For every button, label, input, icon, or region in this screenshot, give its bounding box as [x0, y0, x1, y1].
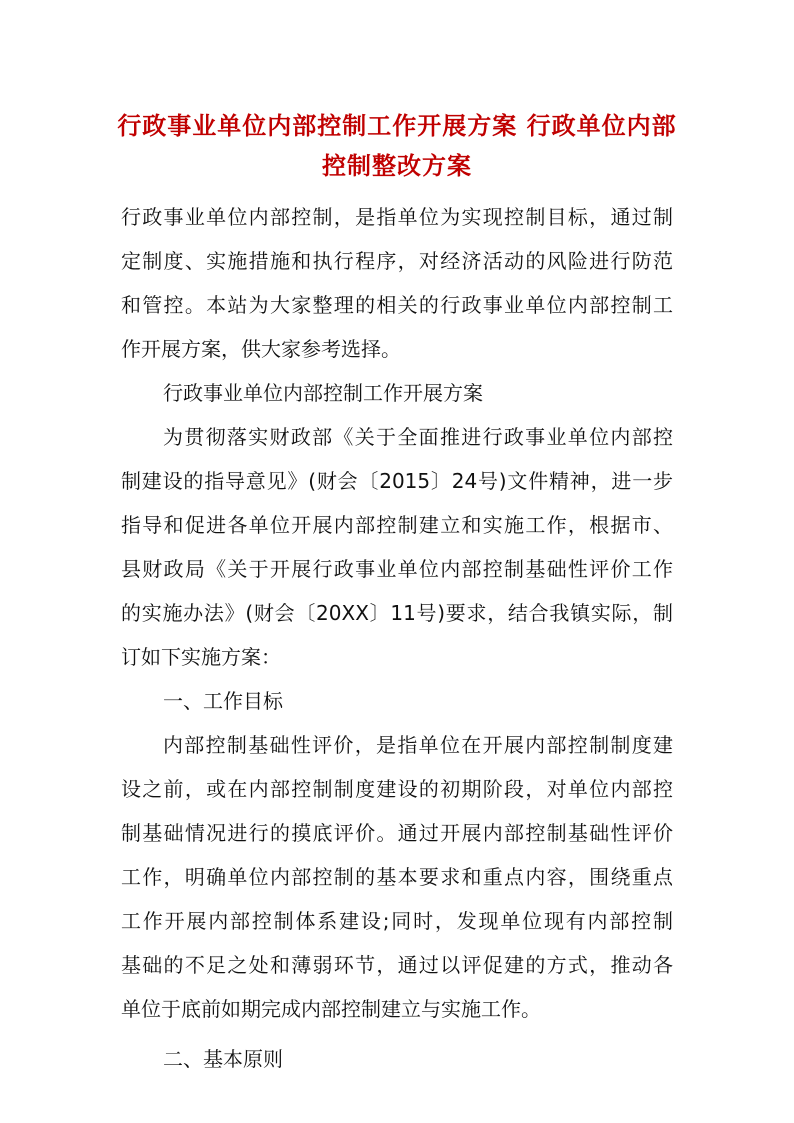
- section-2-heading: 二、基本原则: [163, 1047, 283, 1071]
- para1-line-2: 制建设的指导意见》(财会〔2015〕24号)文件精神，进一步: [121, 469, 673, 493]
- para2-line-5: 工作开展内部控制体系建设;同时，发现单位现有内部控制: [121, 909, 673, 933]
- intro-line-4: 作开展方案，供大家参考选择。: [121, 337, 401, 361]
- para2-line-6: 基础的不足之处和薄弱环节，通过以评促建的方式，推动各: [121, 953, 673, 977]
- section-subtitle: 行政事业单位内部控制工作开展方案: [163, 381, 483, 405]
- intro-line-1: 行政事业单位内部控制，是指单位为实现控制目标，通过制: [121, 205, 673, 229]
- para1-line-3: 指导和促进各单位开展内部控制建立和实施工作，根据市、: [121, 513, 673, 537]
- para1-line-1: 为贯彻落实财政部《关于全面推进行政事业单位内部控: [163, 425, 673, 449]
- para2-line-4: 工作，明确单位内部控制的基本要求和重点内容，围绕重点: [121, 865, 673, 889]
- document-title-line-1: 行政事业单位内部控制工作开展方案 行政单位内部: [117, 111, 677, 140]
- para2-line-1: 内部控制基础性评价，是指单位在开展内部控制制度建: [163, 733, 673, 757]
- section-1-heading: 一、工作目标: [163, 689, 283, 713]
- para2-line-3: 制基础情况进行的摸底评价。通过开展内部控制基础性评价: [121, 821, 673, 845]
- para1-line-4: 县财政局《关于开展行政事业单位内部控制基础性评价工作: [121, 557, 673, 581]
- para2-line-7: 单位于底前如期完成内部控制建立与实施工作。: [121, 997, 541, 1021]
- para2-line-2: 设之前，或在内部控制制度建设的初期阶段，对单位内部控: [121, 777, 673, 801]
- document-title-line-2: 控制整改方案: [322, 151, 472, 180]
- intro-line-2: 定制度、实施措施和执行程序，对经济活动的风险进行防范: [121, 249, 673, 273]
- para1-line-5: 的实施办法》(财会〔20XX〕11号)要求，结合我镇实际，制: [121, 601, 673, 625]
- intro-line-3: 和管控。本站为大家整理的相关的行政事业单位内部控制工: [121, 293, 673, 317]
- para1-line-6: 订如下实施方案：: [121, 645, 281, 669]
